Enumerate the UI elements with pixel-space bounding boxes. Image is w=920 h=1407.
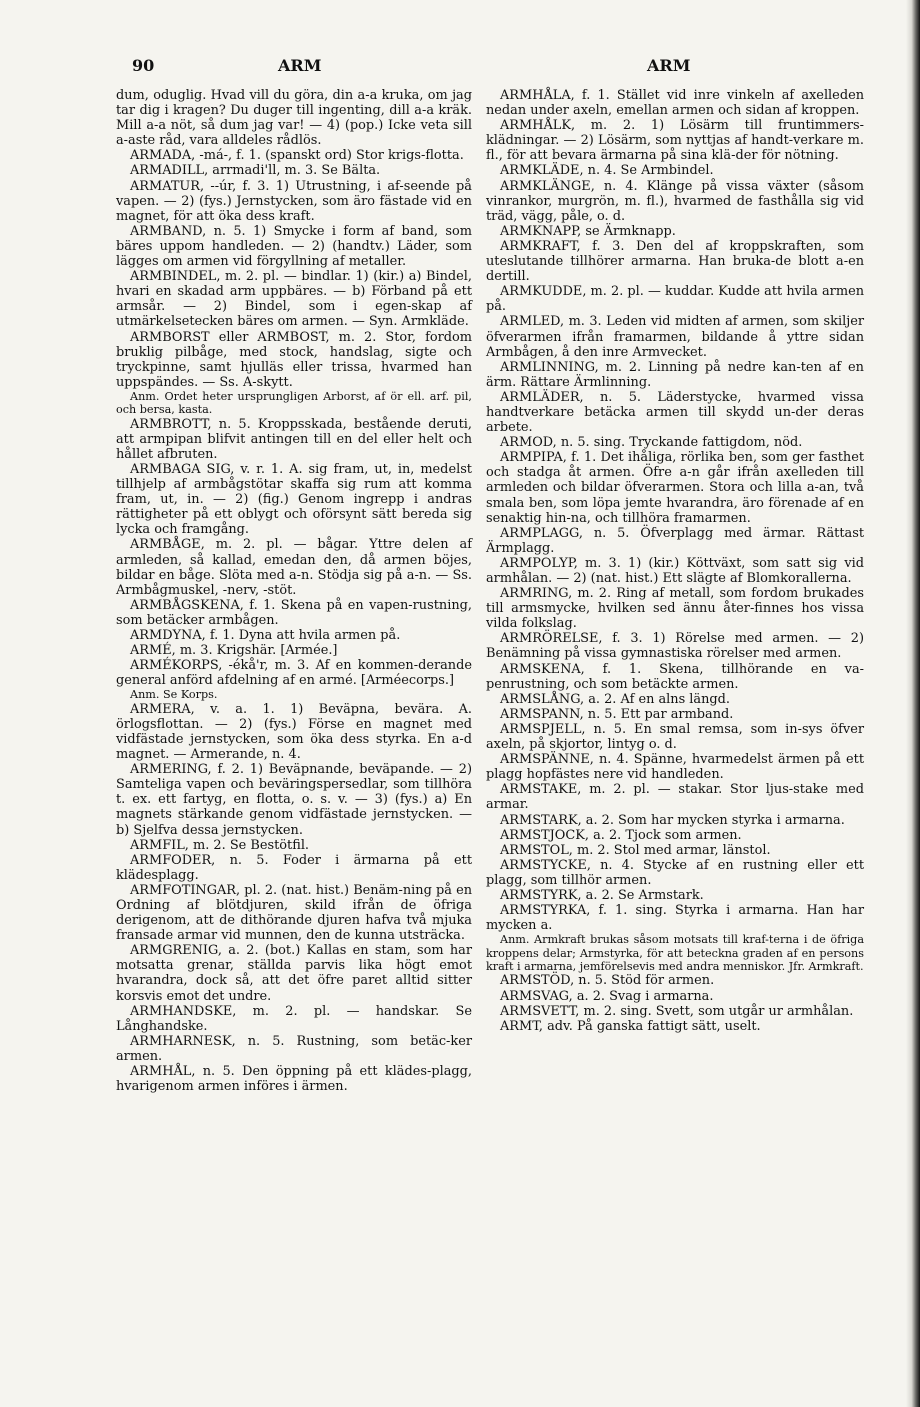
- dictionary-entry: ARMSTYCKE, n. 4. Stycke af en rustning eller ett plagg, som tillhör armen.: [486, 857, 864, 888]
- dictionary-entry: ARMSVAG, a. 2. Svag i armarna.: [500, 988, 714, 1004]
- dictionary-entry: ARMBÅGE, m. 2. pl. — bågar. Yttre delen af armleden, så kallad, emedan den, då armen böjes, bildar en båge. Slöta med a-n. Stödja sig på a-n. — Ss. Armbågmuskel, -nerv, -stöt.: [116, 537, 472, 598]
- dictionary-entry: ARMHÅLA, f. 1. Stället vid inre vinkeln af axelleden nedan under axeln, emellan armen och sidan af kroppen.: [486, 88, 864, 119]
- page-number: 90: [132, 56, 155, 75]
- dictionary-entry: ARMSPÄNNE, n. 4. Spänne, hvarmedelst ärmen på ett plagg hopfästes nere vid handleden.: [486, 752, 864, 783]
- dictionary-entry: ARMKUDDE, m. 2. pl. — kuddar. Kudde att hvila armen på.: [486, 284, 864, 315]
- dictionary-entry: ARMPOLYP, m. 3. 1) (kir.) Köttväxt, som satt sig vid armhålan. — 2) (nat. hist.) Ett slägte af Blomkorallerna.: [486, 555, 864, 586]
- dictionary-entry: ARMERA, v. a. 1. 1) Beväpna, bevära. A. örlogsflottan. — 2) (fys.) Förse en magnet med vidfästade jernstycken, som öka dess styrka. En a-d magnet. — Armerande, n. 4.: [116, 701, 472, 763]
- dictionary-entry: ARMADILL, arrmadi'll, m. 3. Se Bälta.: [130, 163, 381, 179]
- dictionary-entry: ARMADA, -má-, f. 1. (spanskt ord) Stor krigs-flotta.: [130, 148, 464, 164]
- dictionary-entry: ARMHANDSKE, m. 2. pl. — handskar. Se Långhandske.: [116, 1003, 472, 1034]
- dictionary-entry: ARMSKENA, f. 1. Skena, tillhörande en va-penrustning, och som betäckte armen.: [486, 661, 864, 692]
- dictionary-entry: ARMSVETT, m. 2. sing. Svett, som utgår ur armhålan.: [500, 1003, 854, 1019]
- dictionary-entry: ARMLINNING, m. 2. Linning på nedre kan-ten af en ärm. Rättare Ärmlinning.: [486, 359, 864, 390]
- dictionary-entry: ARMBINDEL, m. 2. pl. — bindlar. 1) (kir.) a) Bindel, hvari en skadad arm uppbäres. — b) Förband på ett armsår. — 2) Bindel, som i egen-skap af utmärkelsetecken bäres om armen. — Syn. Armkläde.: [116, 269, 472, 330]
- dictionary-entry: ARMSLÅNG, a. 2. Af en alns längd.: [500, 691, 731, 707]
- dictionary-entry: ARMFODER, n. 5. Foder i ärmarna på ett klädesplagg.: [116, 852, 472, 883]
- dictionary-entry: ARMSTAKE, m. 2. pl. — stakar. Stor ljus-stake med armar.: [486, 782, 864, 813]
- dictionary-entry: ARMLÄDER, n. 5. Läderstycke, hvarmed vissa handtverkare betäcka armen till skydd un-der deras arbete.: [486, 389, 864, 436]
- dictionary-entry: ARMSTJOCK, a. 2. Tjock som armen.: [500, 827, 742, 843]
- dictionary-entry: ARMPLAGG, n. 5. Öfverplagg med ärmar. Rättast Ärmplagg.: [486, 525, 864, 556]
- dictionary-entry: ARMBROTT, n. 5. Kroppsskada, bestående deruti, att armpipan blifvit antingen till en del eller helt och hållet afbruten.: [116, 416, 472, 462]
- dictionary-entry: ARMKLÄNGE, n. 4. Klänge på vissa växter (såsom vinrankor, murgrön, m. fl.), hvarmed de fasthålla sig vid träd, vägg, påle, o. d.: [486, 178, 864, 224]
- dictionary-entry: ARMFIL, m. 2. Se Bestötfil.: [130, 837, 310, 853]
- dictionary-entry: ARMÉKORPS, -ékå'r, m. 3. Af en kommen-derande general anförd afdelning af en armé. [Arméecorps.]: [116, 658, 472, 689]
- dictionary-entry: ARMRÖRELSE, f. 3. 1) Rörelse med armen. — 2) Benämning på vissa gymnastiska rörelser med armen.: [486, 631, 864, 662]
- dictionary-entry: ARMFOTINGAR, pl. 2. (nat. hist.) Benäm-ning på en Ordning af blötdjuren, skild ifrån de öfriga derigenom, att de dithörande djuren hafva två mjuka fransade armar vid munnen, den de kunna utsträcka.: [116, 882, 472, 944]
- page-edge-shadow: [906, 0, 920, 1407]
- dictionary-entry: ARMSTYRKA, f. 1. sing. Styrka i armarna. Han har mycken a.: [486, 903, 864, 934]
- dictionary-entry: ARMPIPA, f. 1. Det ihåliga, rörlika ben, som ger fasthet och stadga åt armen. Öfre a-n går ifrån axelleden till armleden och bildar öfverarmen. Stora och lilla a-an, två smala ben, som löpa jemte hvarandra, äro förenade af en senaktig hin-na, och tillhöra framarmen.: [486, 450, 864, 526]
- dictionary-entry: Anm. Armkraft brukas såsom motsats till kraf-terna i de öfriga kroppens delar; Armstyrka, för att beteckna graden af en persons kraft i armarna, jemförelsevis med andra menniskor. Jfr. Armkraft.: [486, 933, 864, 974]
- dictionary-entry: ARMSPANN, n. 5. Ett par armband.: [500, 706, 734, 722]
- dictionary-entry: ARMT, adv. På ganska fattigt sätt, uselt.: [500, 1018, 761, 1034]
- dictionary-entry: ARMKLÄDE, n. 4. Se Armbindel.: [500, 163, 714, 179]
- dictionary-entry: ARMBAGA SIG, v. r. 1. A. sig fram, ut, in, medelst tillhjelp af armbågstötar skaffa sig rum att komma fram, ut, in. — 2) (fig.) Genom ingrepp i andras rättigheter på ett oblygt och oförsynt sätt bereda sig lycka och framgång.: [116, 461, 472, 538]
- dictionary-entry: ARMOD, n. 5. sing. Tryckande fattigdom, nöd.: [500, 435, 803, 451]
- dictionary-entry: ARMSTARK, a. 2. Som har mycken styrka i armarna.: [500, 812, 845, 828]
- dictionary-entry: ARMLED, m. 3. Leden vid midten af armen, som skiljer öfverarmen ifrån framarmen, bildande å yttre sidan Armbågen, å den inre Armvecket.: [486, 314, 864, 360]
- dictionary-entry: dum, oduglig. Hvad vill du göra, din a-a kruka, om jag tar dig i kragen? Du duger till ingenting, dill a-a kräk. Mill a-a nöt, så dum jag var! — 4) (pop.) Icke veta sill a-aste råd, vara alldeles rådlös.: [116, 88, 472, 149]
- dictionary-entry: Anm. Ordet heter ursprungligen Arborst, af ör ell. arf. pil, och bersa, kasta.: [116, 389, 472, 417]
- dictionary-entry: ARMSTYRK, a. 2. Se Armstark.: [500, 887, 704, 903]
- dictionary-entry: ARMDYNA, f. 1. Dyna att hvila armen på.: [130, 628, 401, 643]
- dictionary-entry: ARMSTOL, m. 2. Stol med armar, länstol.: [500, 842, 771, 858]
- dictionary-entry: ARMHÅL, n. 5. Den öppning på ett klädes-plagg, hvarigenom armen införes i ärmen.: [116, 1064, 472, 1095]
- dictionary-entry: ARMERING, f. 2. 1) Beväpnande, beväpande. — 2) Samteliga vapen och beväringspersedlar, som tillhöra t. ex. ett fartyg, en flotta, o. s. v. — 3) (fys.) a) En magnets stärkande genom vidfästade jernstycken. — b) Sjelfva dessa jernstycken.: [116, 762, 472, 838]
- dictionary-entry: ARMGRENIG, a. 2. (bot.) Kallas en stam, som har motsatta grenar, ställda parvis lika högt emot hvarandra, dock så, att det öfre paret alltid sitter korsvis emot det undre.: [116, 943, 472, 1004]
- right-guide-word: ARM: [647, 56, 691, 75]
- left-column: [116, 88, 472, 1094]
- dictionary-entry: ARMHARNESK, n. 5. Rustning, som betäc-ker armen.: [116, 1033, 472, 1064]
- dictionary-entry: ARMSTÖD, n. 5. Stöd för armen.: [500, 973, 715, 989]
- dictionary-entry: ARMKNAPP, se Ärmknapp.: [500, 223, 676, 239]
- right-column: [486, 88, 864, 1034]
- dictionary-entry: ARMSPJELL, n. 5. En smal remsa, som in-sys öfver axeln, på skjortor, lintyg o. d.: [486, 721, 864, 753]
- dictionary-entry: ARMBÅGSKENA, f. 1. Skena på en vapen-rustning, som betäcker armbågen.: [116, 597, 472, 628]
- left-guide-word: ARM: [278, 56, 322, 75]
- page-header: [0, 56, 920, 80]
- dictionary-entry: ARMHÅLK, m. 2. 1) Lösärm till fruntimmers-klädningar. — 2) Lösärm, som nyttjas af handt-verkare m. fl., för att bevara ärmarna på sina klä-der för nötning.: [486, 118, 864, 164]
- dictionary-entry: ARMBAND, n. 5. 1) Smycke i form af band, som bäres uppom handleden. — 2) (handtv.) Läder, som lägges om armen vid förgyllning af metaller.: [116, 223, 472, 270]
- dictionary-entry: ARMATUR, --úr, f. 3. 1) Utrustning, i af-seende på vapen. — 2) (fys.) Jernstycken, som äro fästade vid en magnet, för att öka dess kraft.: [116, 178, 472, 224]
- dictionary-entry: Anm. Se Korps.: [130, 688, 218, 702]
- dictionary-entry: ARMRING, m. 2. Ring af metall, som fordom brukades till armsmycke, hvilken sed ännu åter-finnes hos vissa vilda folkslag.: [486, 586, 864, 632]
- dictionary-entry: ARMBORST eller ARMBOST, m. 2. Stor, fordom bruklig pilbåge, med stock, handslag, sigte och tryckpinne, samt hjulläs eller trissa, hvarmed han uppspändes. — Ss. A-skytt.: [116, 329, 472, 390]
- dictionary-entry: ARMKRAFT, f. 3. Den del af kroppskraften, som uteslutande tillhörer armarna. Han bruka-de blott a-en dertill.: [486, 238, 864, 285]
- dictionary-entry: ARMÉ, m. 3. Krigshär. [Armée.]: [130, 643, 338, 659]
